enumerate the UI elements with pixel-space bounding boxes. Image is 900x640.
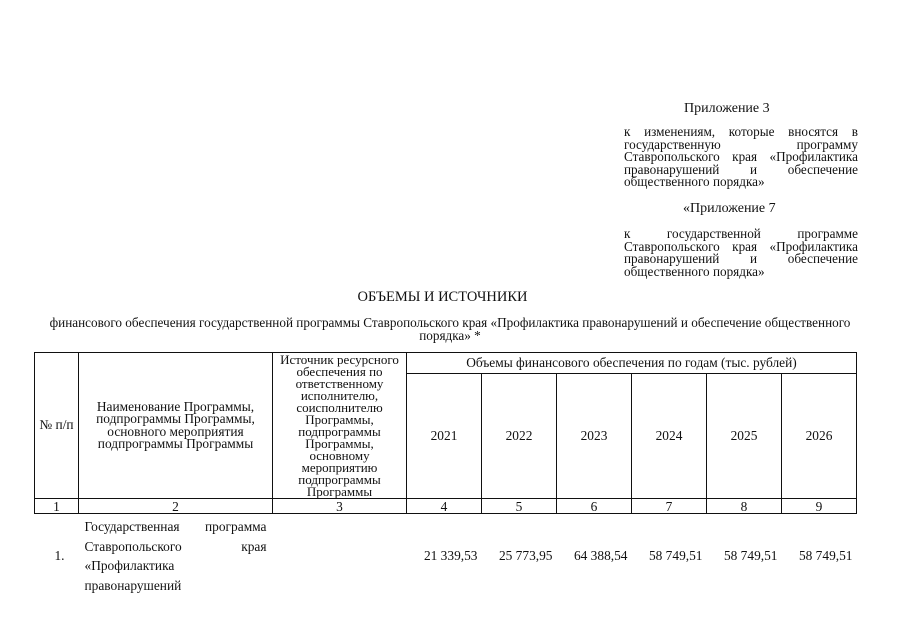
header-name: Наименование Программы, подпрограммы Программы, основного мероприятия подпрограммы Программы — [79, 353, 273, 499]
header-year: 2026 — [782, 374, 857, 499]
appendix-3-title: Приложение 3 — [684, 101, 770, 116]
header-num: № п/п — [35, 353, 79, 499]
row-name: Государственная программа Ставропольского края «Профилактика правонарушений — [84, 519, 267, 593]
column-index: 8 — [707, 499, 782, 514]
row-value-2023: 64 388,54 — [573, 547, 628, 563]
row-value-2021: 21 339,53 — [423, 547, 478, 563]
column-index: 3 — [273, 499, 407, 514]
column-index: 5 — [482, 499, 557, 514]
column-index: 9 — [782, 499, 857, 514]
column-index-row — [35, 499, 857, 514]
row-value-2026: 58 749,51 — [798, 547, 853, 563]
appendix-7-text: к государственной программе Ставропольского края «Профилактика правонарушений и обеспечение общественного порядка» — [624, 226, 858, 279]
document-title: ОБЪЕМЫ И ИСТОЧНИКИ — [357, 289, 528, 305]
appendix-3-text: к изменениям, которые вносятся в государственную программу Ставропольского края «Профилактика правонарушений и обеспечение общественного порядка» — [624, 124, 858, 190]
column-index: 4 — [407, 499, 482, 514]
header-volumes: Объемы финансового обеспечения по годам (тыс. рублей) — [407, 353, 857, 374]
row-number: 1. — [54, 547, 65, 563]
header-year: 2021 — [407, 374, 482, 499]
financing-table — [34, 352, 857, 595]
row-source — [273, 514, 407, 596]
header-year: 2025 — [707, 374, 782, 499]
appendix-7-title: «Приложение 7 — [683, 201, 776, 216]
header-year: 2023 — [557, 374, 632, 499]
row-value-2022: 25 773,95 — [498, 547, 553, 563]
header-source: Источник ресурсного обеспечения по ответственному исполнителю, соисполнителю Программы, подпрограммы Программы, основному мероприятию подпрограммы Программы — [273, 353, 407, 499]
column-index: 1 — [35, 499, 79, 514]
column-index: 2 — [79, 499, 273, 514]
row-value-2024: 58 749,51 — [648, 547, 703, 563]
header-year: 2024 — [632, 374, 707, 499]
row-value-2025: 58 749,51 — [723, 547, 778, 563]
table-row — [35, 514, 857, 596]
column-index: 7 — [632, 499, 707, 514]
document-subtitle: финансового обеспечения государственной программы Ставропольского края «Профилактика правонарушений и обеспечение общественного порядка» * — [49, 315, 851, 343]
header-year: 2022 — [482, 374, 557, 499]
column-index: 6 — [557, 499, 632, 514]
